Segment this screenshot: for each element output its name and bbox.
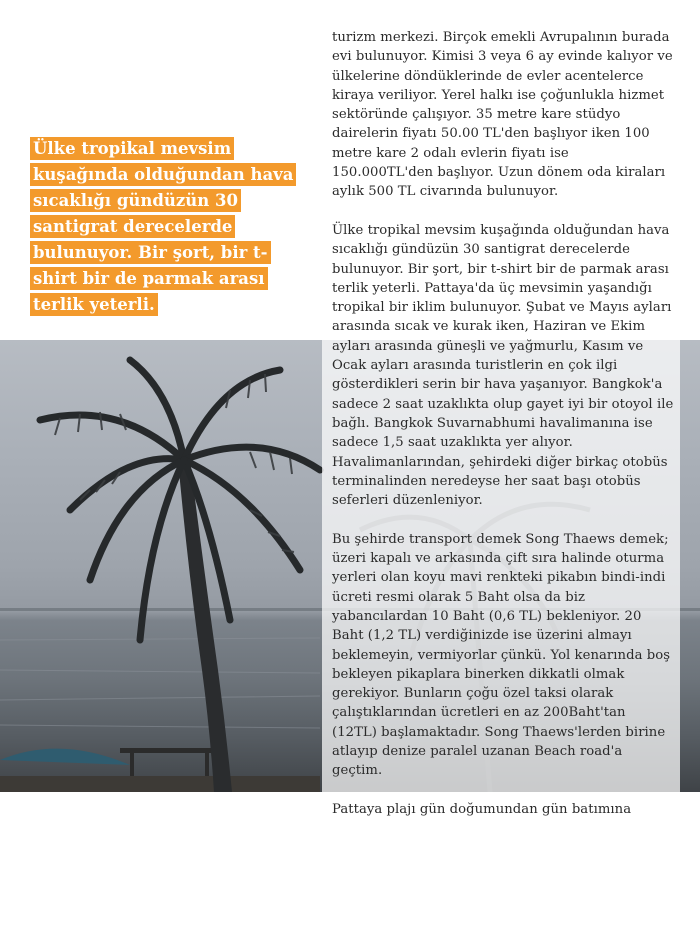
pull-quote-text: Ülke tropikal mevsim kuşağında olduğundan hava sıcaklığı gündüzün 30 santigrat derecelerde bulunuyor. Bir şort, bir t-shirt bir de parmak arası terlik yeterli.: [30, 137, 296, 316]
article-paragraph: Pattaya plajı gün doğumundan gün batımına: [332, 801, 632, 817]
article-body: [332, 28, 674, 838]
pull-quote: [30, 136, 305, 318]
article-paragraph: turizm merkezi. Birçok emekli Avrupalının burada evi bulunuyor. Kimisi 3 veya 6 ay evinde kalıyor ve ülkelerine döndüklerinde de evler acentelerce kiraya veriliyor. Yerel halkı ise çoğunlukla hizmet sektöründe çalışıyor. 35 metre kare stüdyo dairelerin fiyatı 50.00 TL'den başlıyor iken 100 metre kare 2 odalı evlerin fiyatı ise 150.000TL'den başlıyor. Uzun dönem oda kiraları aylık 500 TL civarında bulunuyor.: [332, 30, 673, 200]
article-paragraph: Ülke tropikal mevsim kuşağında olduğundan hava sıcaklığı gündüzün 30 santigrat derecelerde bulunuyor. Bir şort, bir t-shirt bir de parmak arası terlik yeterli. Pattaya'da üç mevsimin yaşandığı tropikal bir iklim bulunuyor. Şubat ve Mayıs ayları arasında sıcak ve kurak iken, Haziran ve Ekim ayları arasında güneşli ve yağmurlu, Kasım ve Ocak ayları arasında turistlerin en çok ilgi gösterdikleri serin bir hava yaşanıyor. Bangkok'a sadece 2 saat uzaklıkta olup gayet iyi bir otoyol ile bağlı. Bangkok Suvarnabhumi havalimanına ise sadece 1,5 saat uzaklıkta yer alıyor. Havalimanlarından, şehirdeki diğer birkaç otobüs terminalinden neredeyse her saat başı otobüs seferleri düzenleniyor.: [332, 222, 674, 509]
article-paragraph: Bu şehirde transport demek Song Thaews demek; üzeri kapalı ve arkasında çift sıra halinde oturma yerleri olan koyu mavi renkteki pikabın bindi-indi ücreti resmi olarak 5 Baht olsa da biz yabancılardan 10 Baht (0,6 TL) bekleniyor. 20 Baht (1,2 TL) verdiğinizde ise üzerini almayı beklemeyin, vermiyorlar çünkü. Yol kenarında boş bekleyen pikaplara binerken dikkatli olmak gerekiyor. Bunların çoğu özel taksi olarak çalıştıklarından ücretleri en az 200Baht'tan (12TL) başlamaktadır. Song Thaews'lerden birine atlayıp denize paralel uzanan Beach road'a geçtim.: [332, 531, 671, 779]
